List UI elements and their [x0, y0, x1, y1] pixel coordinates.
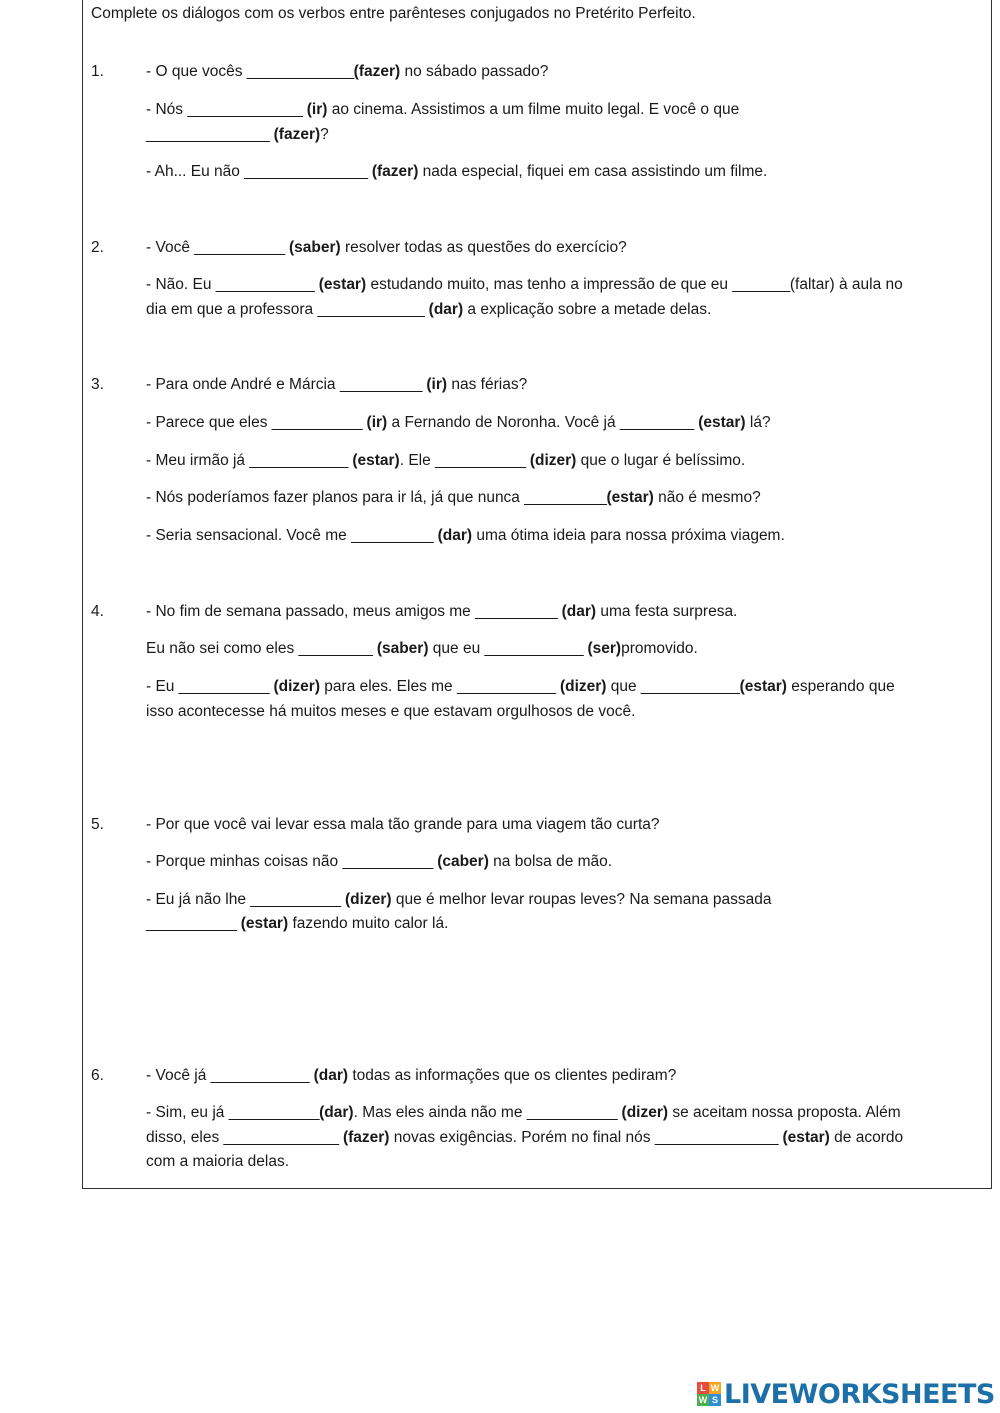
item-number: 1. — [91, 63, 104, 80]
liveworksheets-logo — [697, 1376, 995, 1412]
dialogue-line-3c — [146, 449, 745, 473]
dialogue-text: ao cinema. Assistimos a um filme muito legal. E você o que — [327, 101, 740, 118]
answer-blank[interactable]: _______ — [732, 276, 790, 293]
dialogue-text: - Parece que eles — [146, 414, 272, 431]
answer-blank[interactable]: _________ — [619, 414, 694, 431]
dialogue-line-1a — [146, 60, 548, 84]
logo-mark-icon — [697, 1382, 721, 1406]
dialogue-line-3b — [146, 411, 771, 435]
answer-blank[interactable]: ____________ — [484, 640, 584, 657]
verb-hint: (estar) — [352, 452, 400, 469]
verb-hint: (fazer) — [273, 126, 321, 143]
dialogue-text: nada especial, fiquei em casa assistindo um filme. — [418, 163, 768, 180]
answer-blank[interactable]: ____________ — [210, 1067, 310, 1084]
dialogue-line-4c — [146, 675, 895, 699]
verb-hint: (estar) — [606, 489, 654, 506]
logo-mark-tile: L — [697, 1382, 709, 1394]
answer-blank[interactable]: ____________ — [640, 678, 740, 695]
dialogue-line-2c — [146, 298, 711, 322]
answer-blank[interactable]: ___________ — [194, 239, 285, 256]
dialogue-line-5b — [146, 850, 612, 874]
dialogue-line-5c — [146, 888, 772, 912]
answer-blank[interactable]: __________ — [475, 603, 558, 620]
dialogue-line-5a — [146, 813, 660, 837]
item-number: 6. — [91, 1067, 104, 1084]
dialogue-text: - Ah... Eu não — [146, 163, 245, 180]
item-number: 4. — [91, 603, 104, 620]
dialogue-text: - Seria sensacional. Você me — [146, 527, 352, 544]
dialogue-text: para eles. Eles me — [319, 678, 457, 695]
dialogue-line-3e — [146, 524, 785, 548]
verb-hint: (fazer) — [342, 1129, 390, 1146]
answer-blank[interactable]: ___________ — [342, 853, 433, 870]
dialogue-line-4a — [146, 600, 737, 624]
verb-hint: (dar) — [561, 603, 597, 620]
dialogue-text: - Porque minhas coisas não — [146, 853, 343, 870]
dialogue-text: com a maioria delas. — [146, 1153, 290, 1170]
verb-hint: (dizer) — [273, 678, 320, 695]
dialogue-line-4d — [146, 700, 635, 724]
verb-hint: (dar) — [313, 1067, 349, 1084]
dialogue-text: estudando muito, mas tenho a impressão de que eu — [366, 276, 733, 293]
dialogue-text: - Meu irmão já — [146, 452, 250, 469]
answer-blank[interactable]: ___________ — [526, 1104, 618, 1121]
dialogue-text: - Para onde André e Márcia — [146, 376, 340, 393]
dialogue-text: - Eu — [146, 678, 179, 695]
dialogue-line-1d — [146, 160, 767, 184]
dialogue-text: - Sim, eu já — [146, 1104, 229, 1121]
dialogue-text: que é melhor levar roupas leves? Na semana passada — [391, 891, 772, 908]
dialogue-text: (faltar) à aula no — [789, 276, 903, 293]
verb-hint: (estar) — [698, 414, 746, 431]
verb-hint: (fazer) — [371, 163, 419, 180]
dialogue-text: - Por que você vai levar essa mala tão grande para uma viagem tão curta? — [146, 816, 660, 833]
dialogue-line-2b — [146, 273, 903, 297]
item-number: 5. — [91, 816, 104, 833]
dialogue-text: nas férias? — [447, 376, 528, 393]
verb-hint: (dar) — [428, 301, 464, 318]
verb-hint: (dar) — [437, 527, 473, 544]
verb-hint: (fazer) — [353, 63, 401, 80]
dialogue-text: fazendo muito calor lá. — [288, 915, 449, 932]
dialogue-text: dia em que a professora — [146, 301, 318, 318]
dialogue-text: - Você já — [146, 1067, 211, 1084]
answer-blank[interactable]: ___________ — [250, 891, 341, 908]
dialogue-line-6b — [146, 1101, 901, 1125]
answer-blank[interactable]: __________ — [339, 376, 423, 393]
verb-hint: (ir) — [306, 101, 328, 118]
dialogue-line-2a — [146, 236, 627, 260]
dialogue-text: isso acontecesse há muitos meses e que estavam orgulhosos de você. — [146, 703, 636, 720]
verb-hint: (estar) — [782, 1129, 830, 1146]
dialogue-line-5d — [146, 912, 448, 936]
dialogue-text: esperando que — [786, 678, 895, 695]
answer-blank[interactable]: _____________ — [246, 63, 354, 80]
verb-hint: (estar) — [739, 678, 787, 695]
verb-hint: (saber) — [376, 640, 429, 657]
dialogue-text: disso, eles — [146, 1129, 224, 1146]
dialogue-text: não é mesmo? — [653, 489, 761, 506]
verb-hint: (caber) — [437, 853, 489, 870]
answer-blank[interactable]: ___________ — [178, 678, 270, 695]
item-number: 2. — [91, 239, 104, 256]
dialogue-text: de acordo — [829, 1129, 904, 1146]
answer-blank[interactable]: ___________ — [146, 915, 237, 932]
logo-text: LIVEWORKSHEETS — [724, 1378, 995, 1410]
dialogue-text: . Ele — [399, 452, 436, 469]
logo-mark-tile: W — [710, 1383, 720, 1393]
dialogue-text: - O que vocês — [146, 63, 247, 80]
answer-blank[interactable]: ___________ — [435, 452, 526, 469]
verb-hint: (dar) — [319, 1104, 354, 1121]
dialogue-text: promovido. — [621, 640, 698, 657]
dialogue-text: uma festa surpresa. — [596, 603, 738, 620]
dialogue-text: se aceitam nossa proposta. Além — [668, 1104, 901, 1121]
dialogue-line-3a — [146, 373, 527, 397]
dialogue-text: - Eu já não lhe — [146, 891, 251, 908]
dialogue-text: que o lugar é belíssimo. — [576, 452, 746, 469]
answer-blank[interactable]: ____________ — [249, 452, 349, 469]
dialogue-text: Eu não sei como eles — [146, 640, 299, 657]
dialogue-line-3d — [146, 486, 761, 510]
dialogue-text: ? — [320, 126, 329, 143]
verb-hint: (ser) — [587, 640, 622, 657]
dialogue-text: - Você — [146, 239, 195, 256]
dialogue-text: novas exigências. Porém no final nós — [389, 1129, 655, 1146]
answer-blank[interactable]: __________ — [524, 489, 607, 506]
logo-mark-tile: W — [698, 1395, 708, 1405]
dialogue-text: a Fernando de Noronha. Você já — [387, 414, 620, 431]
dialogue-text: - Não. Eu — [146, 276, 216, 293]
dialogue-text: uma ótima ideia para nossa próxima viagem. — [472, 527, 785, 544]
verb-hint: (saber) — [289, 239, 341, 256]
answer-blank[interactable]: _______________ — [654, 1129, 779, 1146]
answer-blank[interactable]: ____________ — [215, 276, 315, 293]
verb-hint: (estar) — [240, 915, 289, 932]
dialogue-text: que — [606, 678, 641, 695]
verb-hint: (dizer) — [529, 452, 577, 469]
answer-blank[interactable]: ____________ — [456, 678, 556, 695]
dialogue-line-4b — [146, 637, 698, 661]
answer-blank[interactable]: _____________ — [317, 301, 425, 318]
answer-blank[interactable]: _______________ — [244, 163, 368, 180]
dialogue-line-6a — [146, 1064, 676, 1088]
dialogue-text: a explicação sobre a metade delas. — [463, 301, 712, 318]
logo-mark-tile: S — [709, 1394, 721, 1406]
dialogue-text: lá? — [745, 414, 771, 431]
dialogue-text: que eu — [428, 640, 485, 657]
dialogue-text: resolver todas as questões do exercício? — [340, 239, 627, 256]
answer-blank[interactable]: __________ — [351, 527, 434, 544]
dialogue-line-1c — [146, 123, 329, 147]
dialogue-text: - No fim de semana passado, meus amigos me — [146, 603, 476, 620]
dialogue-text: - Nós — [146, 101, 188, 118]
answer-blank[interactable]: ___________ — [271, 414, 363, 431]
dialogue-line-6d — [146, 1150, 289, 1174]
answer-blank[interactable]: ___________ — [228, 1104, 320, 1121]
answer-blank[interactable]: ______________ — [223, 1129, 339, 1146]
dialogue-text: - Nós poderíamos fazer planos para ir lá, já que nunca — [146, 489, 525, 506]
item-number: 3. — [91, 376, 104, 393]
verb-hint: (dizer) — [621, 1104, 669, 1121]
answer-blank[interactable]: ______________ — [187, 101, 303, 118]
dialogue-text: . Mas eles ainda não me — [353, 1104, 527, 1121]
verb-hint: (estar) — [318, 276, 367, 293]
dialogue-text: na bolsa de mão. — [488, 853, 613, 870]
dialogue-text: no sábado passado? — [400, 63, 549, 80]
verb-hint: (dizer) — [559, 678, 607, 695]
dialogue-text: todas as informações que os clientes pediram? — [348, 1067, 677, 1084]
dialogue-line-6c — [146, 1126, 903, 1150]
dialogue-line-1b — [146, 98, 739, 122]
answer-blank[interactable]: _______________ — [146, 126, 270, 143]
verb-hint: (ir) — [426, 376, 448, 393]
verb-hint: (ir) — [366, 414, 388, 431]
instruction-text: Complete os diálogos com os verbos entre parênteses conjugados no Pretérito Perfeito. — [91, 5, 696, 22]
verb-hint: (dizer) — [345, 891, 392, 908]
answer-blank[interactable]: _________ — [298, 640, 373, 657]
